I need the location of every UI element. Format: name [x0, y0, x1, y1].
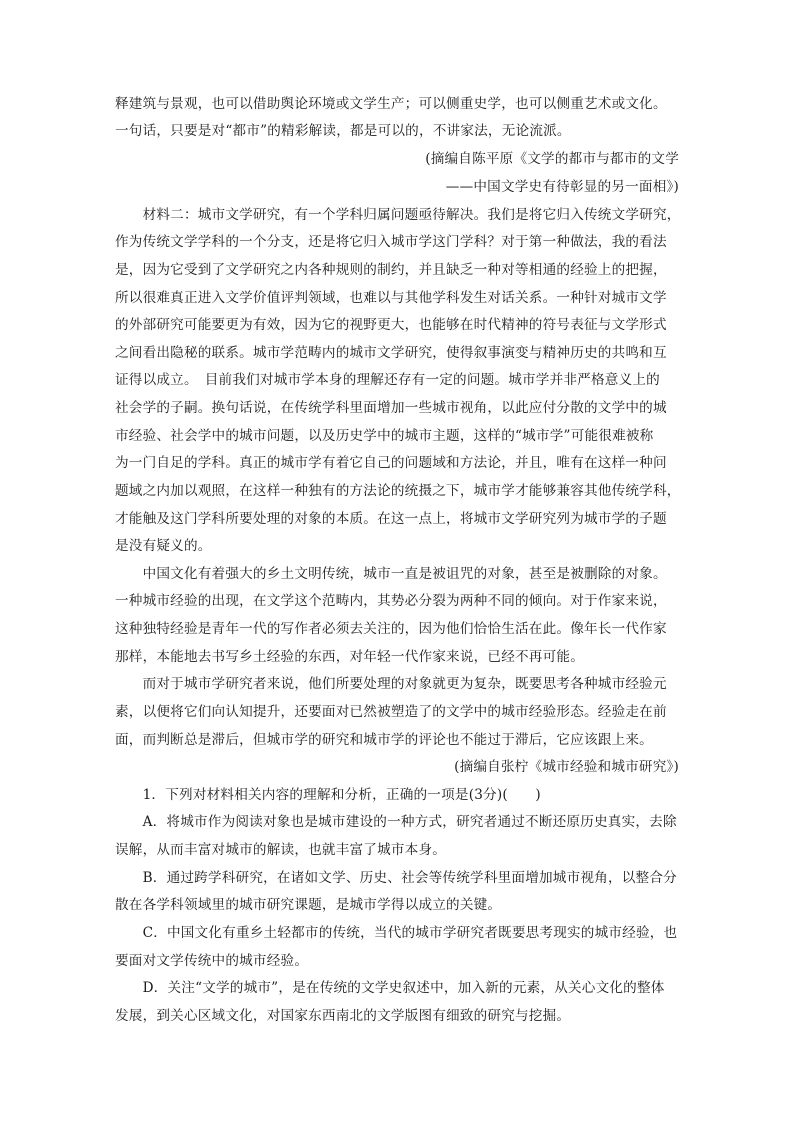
material-two-line-12: 才能触及这门学科所要处理的对象的本质。在这一点上，将城市文学研究列为城市学的子题: [115, 511, 667, 527]
source-citation-1-line-2: ——中国文学史有待彰显的另一面相》): [445, 179, 679, 195]
option-d-line-2: 发展，到关心区域文化，对国家东西南北的文学版图有细致的研究与挖掘。: [115, 1008, 571, 1024]
paragraph-chinese-culture-line-3: 这种独特经验是青年一代的写作者必须去关注的，因为他们恰恰生活在此。像年长一代作家: [115, 621, 667, 637]
material-two-line-1: 材料二：城市文学研究，有一个学科归属问题亟待解决。我们是将它归入传统文学研究，: [115, 207, 681, 223]
material-two-line-11: 题域之内加以观照，在这样一种独有的方法论的统摄之下，城市学才能够兼容其他传统学科，: [115, 483, 681, 499]
material-two-line-6: 之间看出隐秘的联系。城市学范畴内的城市文学研究，使得叙事演变与精神历史的共鸣和互: [115, 345, 667, 361]
source-citation-1-line-1: (摘编自陈平原《文学的都市与都市的文学: [425, 151, 679, 167]
material-two-line-4: 所以很难真正进入文学价值评判领域，也难以与其他学科发生对话关系。一种针对城市文学: [115, 290, 667, 306]
material-two-line-7: 证得以成立。 目前我们对城市学本身的理解还存有一定的问题。城市学并非严格意义上的: [115, 372, 660, 388]
material-two-line-9: 市经验、社会学中的城市问题，以及历史学中的城市主题，这样的“城市学”可能很难被称: [115, 428, 654, 444]
option-c-line-1: C．中国文化有重乡土轻都市的传统，当代的城市学研究者既要思考现实的城市经验，也: [115, 925, 678, 941]
source-citation-2: (摘编自张柠《城市经验和城市研究》): [454, 759, 679, 775]
material-two-line-8: 社会学的子嗣。换句话说，在传统学科里面增加一些城市视角，以此应付分散的文学中的城: [115, 400, 667, 416]
option-b-line-1: B．通过跨学科研究，在诸如文学、历史、社会等传统学科里面增加城市视角，以整合分: [115, 870, 677, 886]
option-b-line-2: 散在各学科领域里的城市研究课题，是城市学得以成立的关键。: [115, 897, 502, 913]
material-two-line-10: 为一门自足的学科。真正的城市学有着它自己的问题域和方法论，并且，唯有在这样一种问: [115, 455, 667, 471]
option-a-line-2: 误解，从而丰富对城市的解读，也就丰富了城市本身。: [115, 842, 447, 858]
paragraph-researchers-line-1: 而对于城市学研究者来说，他们所要处理的对象就更为复杂，既要思考各种城市经验元: [115, 676, 667, 692]
option-a-line-1: A．将城市作为阅读对象也是城市建设的一种方式，研究者通过不断还原历史真实，去除: [115, 814, 677, 830]
material-one-continued-line-1: 释建筑与景观，也可以借助舆论环境或文学生产；可以侧重史学，也可以侧重艺术或文化。: [115, 96, 667, 112]
option-d-line-1: D．关注“文学的城市”，是在传统的文学史叙述中，加入新的元素，从关心文化的整体: [115, 980, 665, 996]
paragraph-chinese-culture-line-4: 那样，本能地去书写乡土经验的东西，对年轻一代作家来说，已经不再可能。: [115, 649, 584, 665]
material-two-line-5: 的外部研究可能要更为有效，因为它的视野更大，也能够在时代精神的符号表征与文学形式: [115, 317, 667, 333]
paragraph-researchers-line-3: 面，而判断总是滞后，但城市学的研究和城市学的评论也不能过于滞后，它应该跟上来。: [115, 732, 653, 748]
material-two-line-13: 是没有疑义的。: [115, 538, 212, 554]
material-two-line-2: 作为传统文学学科的一个分支，还是将它归入城市学这门学科？对于第一种做法，我的看法: [115, 234, 667, 250]
paragraph-chinese-culture-line-2: 一种城市经验的出现，在文学这个范畴内，其势必分裂为两种不同的倾向。对于作家来说，: [115, 593, 667, 609]
paragraph-chinese-culture-line-1: 中国文化有着强大的乡土文明传统，城市一直是被诅咒的对象，甚至是被删除的对象。: [115, 566, 667, 582]
material-one-continued-line-2: 一句话，只要是对“都市”的精彩解读，都是可以的，不讲家法，无论流派。: [115, 123, 571, 139]
question-1-stem: 1．下列对材料相关内容的理解和分析，正确的一项是(3分)( ): [115, 787, 541, 803]
option-c-line-2: 要面对文学传统中的城市经验。: [115, 953, 309, 969]
material-two-line-3: 是，因为它受到了文学研究之内各种规则的制约，并且缺乏一种对等相通的经验上的把握，: [115, 262, 667, 278]
paragraph-researchers-line-2: 素，以便将它们向认知提升，还要面对已然被塑造了的文学中的城市经验形态。经验走在前: [115, 704, 667, 720]
